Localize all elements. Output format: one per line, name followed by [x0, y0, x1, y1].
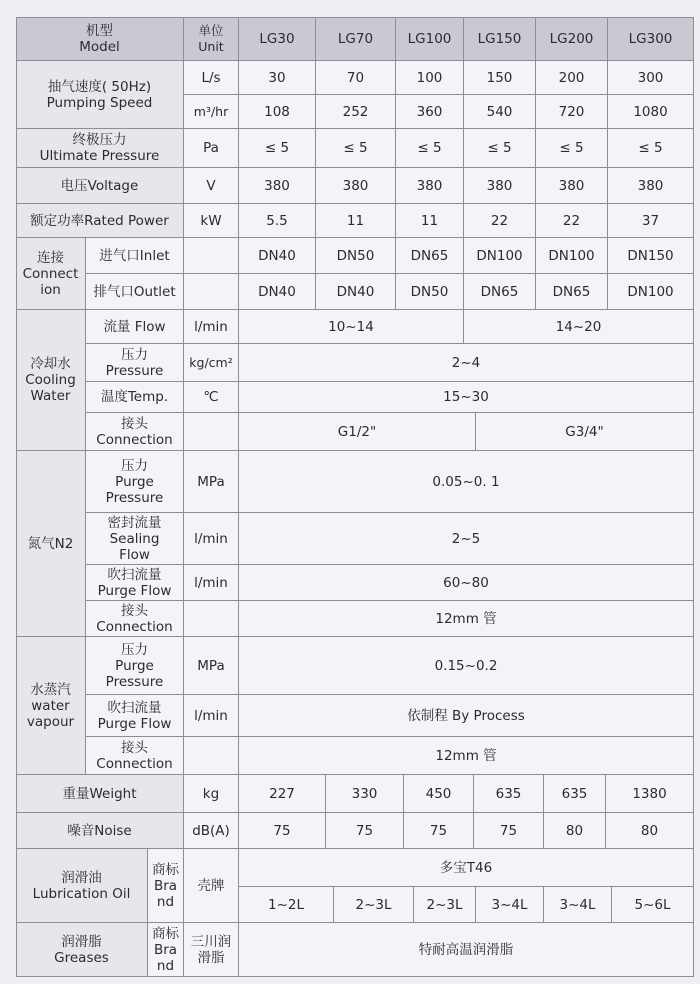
- noise-lg70: 75: [326, 813, 404, 849]
- oil-amount-lg200: 3~4L: [544, 887, 612, 923]
- cooling-flow-unit: l/min: [184, 310, 239, 344]
- cooling-pressure-value: 2~4: [239, 344, 694, 382]
- n2-purge-pressure-unit: MPa: [184, 451, 239, 513]
- pumping-speed-label: 抽气速度( 50Hz) Pumping Speed: [16, 61, 184, 129]
- cooling-temp-label: 温度Temp.: [86, 382, 184, 413]
- rated-power-lg30: 5.5: [239, 204, 316, 238]
- weight-lg70: 330: [326, 775, 404, 813]
- rated-power-label: 额定功率Rated Power: [16, 204, 184, 238]
- vapour-purge-flow-unit: l/min: [184, 695, 239, 737]
- connection-inlet-lg150: DN100: [464, 238, 536, 274]
- noise-lg100: 75: [404, 813, 474, 849]
- connection-label: 连接 Connect ion: [16, 238, 86, 310]
- rated-power-lg150: 22: [464, 204, 536, 238]
- ultimate-pressure-lg30: ≤ 5: [239, 129, 316, 168]
- cooling-flow-value-small: 10~14: [239, 310, 464, 344]
- cooling-pressure-unit: kg/cm²: [184, 344, 239, 382]
- noise-label: 噪音Noise: [16, 813, 184, 849]
- header-model-lg70: LG70: [316, 17, 396, 61]
- n2-purge-flow-label: 吹扫流量 Purge Flow: [86, 565, 184, 601]
- voltage-lg30: 380: [239, 168, 316, 204]
- n2-purge-flow-value: 60~80: [239, 565, 694, 601]
- nitrogen-label: 氮气N2: [16, 451, 86, 637]
- cooling-flow-label: 流量 Flow: [86, 310, 184, 344]
- greases-brand-label: 商标 Bra nd: [148, 923, 184, 977]
- connection-inlet-lg200: DN100: [536, 238, 608, 274]
- ultimate-pressure-lg150: ≤ 5: [464, 129, 536, 168]
- cooling-conn-unit: [184, 413, 239, 451]
- rated-power-lg200: 22: [536, 204, 608, 238]
- cooling-conn-value-large: G3/4": [476, 413, 694, 451]
- cooling-water-label: 冷却水 Cooling Water: [16, 310, 86, 451]
- pumping-speed-unit-m3: m³/hr: [184, 95, 239, 129]
- connection-inlet-lg100: DN65: [396, 238, 464, 274]
- rated-power-lg100: 11: [396, 204, 464, 238]
- n2-sealing-flow-unit: l/min: [184, 513, 239, 565]
- pumping-speed-m3-lg70: 252: [316, 95, 396, 129]
- oil-amount-lg70: 2~3L: [334, 887, 414, 923]
- vapour-conn-value: 12mm 管: [239, 737, 694, 775]
- voltage-lg300: 380: [608, 168, 694, 204]
- lubrication-oil-brand-label: 商标 Bra nd: [148, 849, 184, 923]
- pumping-speed-m3-lg30: 108: [239, 95, 316, 129]
- connection-inlet-unit: [184, 238, 239, 274]
- connection-outlet-unit: [184, 274, 239, 310]
- connection-outlet-lg150: DN65: [464, 274, 536, 310]
- cooling-conn-label: 接头 Connection: [86, 413, 184, 451]
- ultimate-pressure-lg300: ≤ 5: [608, 129, 694, 168]
- vapour-purge-pressure-label: 压力 Purge Pressure: [86, 637, 184, 695]
- cooling-conn-value-small: G1/2": [239, 413, 476, 451]
- oil-amount-lg30: 1~2L: [239, 887, 334, 923]
- weight-unit: kg: [184, 775, 239, 813]
- connection-inlet-lg300: DN150: [608, 238, 694, 274]
- vapour-conn-label: 接头 Connection: [86, 737, 184, 775]
- n2-conn-label: 接头 Connection: [86, 601, 184, 637]
- header-model-lg100: LG100: [396, 17, 464, 61]
- vapour-purge-pressure-value: 0.15~0.2: [239, 637, 694, 695]
- header-model-lg30: LG30: [239, 17, 316, 61]
- noise-lg150: 75: [474, 813, 544, 849]
- noise-lg200: 80: [544, 813, 606, 849]
- n2-conn-value: 12mm 管: [239, 601, 694, 637]
- ultimate-pressure-lg200: ≤ 5: [536, 129, 608, 168]
- rated-power-lg300: 37: [608, 204, 694, 238]
- pumping-speed-m3-lg300: 1080: [608, 95, 694, 129]
- pumping-speed-m3-lg150: 540: [464, 95, 536, 129]
- connection-outlet-label: 排气口Outlet: [86, 274, 184, 310]
- pumping-speed-m3-lg100: 360: [396, 95, 464, 129]
- rated-power-unit: kW: [184, 204, 239, 238]
- weight-lg200: 635: [544, 775, 606, 813]
- greases-value: 特耐高温润滑脂: [239, 923, 694, 977]
- lubrication-oil-label: 润滑油 Lubrication Oil: [16, 849, 148, 923]
- connection-outlet-lg300: DN100: [608, 274, 694, 310]
- ultimate-pressure-label: 终极压力 Ultimate Pressure: [16, 129, 184, 168]
- pumping-speed-ls-lg70: 70: [316, 61, 396, 95]
- vapour-conn-unit: [184, 737, 239, 775]
- header-model-lg150: LG150: [464, 17, 536, 61]
- voltage-lg100: 380: [396, 168, 464, 204]
- pumping-speed-ls-lg150: 150: [464, 61, 536, 95]
- noise-lg300: 80: [606, 813, 694, 849]
- vapour-purge-flow-value: 依制程 By Process: [239, 695, 694, 737]
- pumping-speed-m3-lg200: 720: [536, 95, 608, 129]
- cooling-flow-value-large: 14~20: [464, 310, 694, 344]
- header-unit-cell: 单位 Unit: [184, 17, 239, 61]
- n2-purge-flow-unit: l/min: [184, 565, 239, 601]
- noise-unit: dB(A): [184, 813, 239, 849]
- oil-amount-lg300: 5~6L: [612, 887, 694, 923]
- cooling-pressure-label: 压力 Pressure: [86, 344, 184, 382]
- oil-amount-lg100: 2~3L: [414, 887, 476, 923]
- pumping-speed-ls-lg300: 300: [608, 61, 694, 95]
- pumping-speed-ls-lg200: 200: [536, 61, 608, 95]
- connection-outlet-lg70: DN40: [316, 274, 396, 310]
- pumping-speed-unit-ls: L/s: [184, 61, 239, 95]
- lubrication-oil-brand-unit: 壳牌: [184, 849, 239, 923]
- connection-outlet-lg200: DN65: [536, 274, 608, 310]
- spec-table: [16, 17, 694, 977]
- pumping-speed-ls-lg30: 30: [239, 61, 316, 95]
- voltage-lg200: 380: [536, 168, 608, 204]
- greases-label: 润滑脂 Greases: [16, 923, 148, 977]
- connection-outlet-lg30: DN40: [239, 274, 316, 310]
- ultimate-pressure-lg100: ≤ 5: [396, 129, 464, 168]
- connection-inlet-label: 进气口Inlet: [86, 238, 184, 274]
- rated-power-lg70: 11: [316, 204, 396, 238]
- n2-purge-pressure-value: 0.05~0. 1: [239, 451, 694, 513]
- greases-brand-unit: 三川润 滑脂: [184, 923, 239, 977]
- header-model-lg300: LG300: [608, 17, 694, 61]
- weight-lg300: 1380: [606, 775, 694, 813]
- n2-sealing-flow-label: 密封流量 Sealing Flow: [86, 513, 184, 565]
- connection-inlet-lg30: DN40: [239, 238, 316, 274]
- header-model-lg200: LG200: [536, 17, 608, 61]
- connection-inlet-lg70: DN50: [316, 238, 396, 274]
- noise-lg30: 75: [239, 813, 326, 849]
- ultimate-pressure-unit: Pa: [184, 129, 239, 168]
- weight-label: 重量Weight: [16, 775, 184, 813]
- vapour-purge-flow-label: 吹扫流量 Purge Flow: [86, 695, 184, 737]
- weight-lg100: 450: [404, 775, 474, 813]
- n2-conn-unit: [184, 601, 239, 637]
- pumping-speed-ls-lg100: 100: [396, 61, 464, 95]
- voltage-lg150: 380: [464, 168, 536, 204]
- n2-sealing-flow-value: 2~5: [239, 513, 694, 565]
- cooling-temp-value: 15~30: [239, 382, 694, 413]
- lubrication-oil-brand-value: 多宝T46: [239, 849, 694, 887]
- oil-amount-lg150: 3~4L: [476, 887, 544, 923]
- voltage-label: 电压Voltage: [16, 168, 184, 204]
- cooling-temp-unit: ℃: [184, 382, 239, 413]
- vapour-purge-pressure-unit: MPa: [184, 637, 239, 695]
- weight-lg150: 635: [474, 775, 544, 813]
- n2-purge-pressure-label: 压力 Purge Pressure: [86, 451, 184, 513]
- voltage-lg70: 380: [316, 168, 396, 204]
- header-model-cell: 机型 Model: [16, 17, 184, 61]
- weight-lg30: 227: [239, 775, 326, 813]
- voltage-unit: V: [184, 168, 239, 204]
- connection-outlet-lg100: DN50: [396, 274, 464, 310]
- ultimate-pressure-lg70: ≤ 5: [316, 129, 396, 168]
- water-vapour-label: 水蒸汽 water vapour: [16, 637, 86, 775]
